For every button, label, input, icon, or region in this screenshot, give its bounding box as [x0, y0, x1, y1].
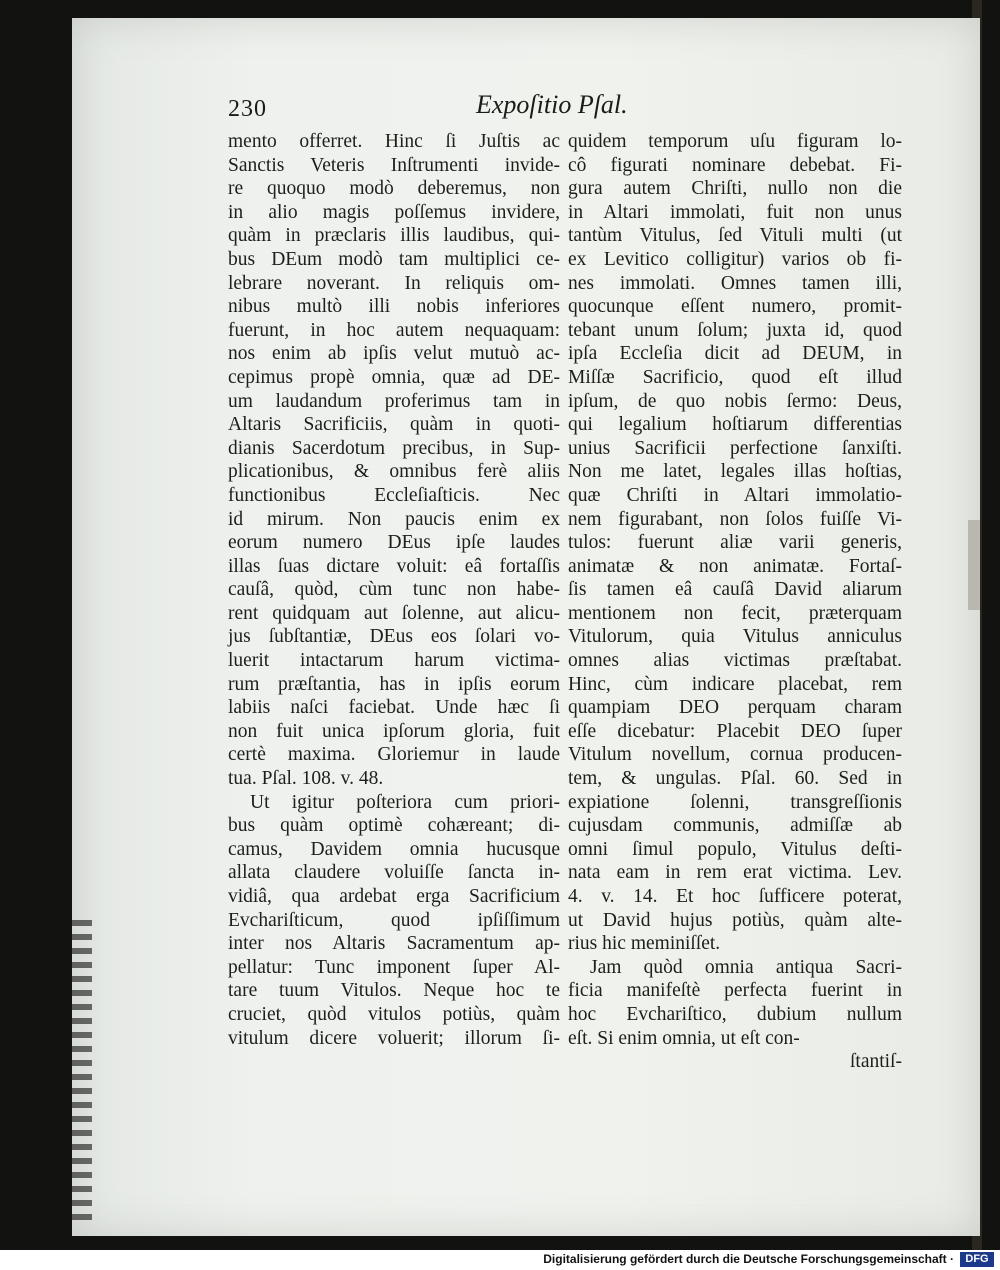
dfg-logo: DFG	[960, 1252, 994, 1267]
text-line: Hinc, cùm indicare placebat, rem	[568, 673, 902, 695]
text-line: unius Sacrificii perfectione ſanxiſti.	[568, 437, 902, 459]
text-line: ex Levitico colligitur) varios ob fi-	[568, 248, 902, 270]
text-line: rent quidquam aut ſolenne, aut alicu-	[228, 602, 560, 624]
text-column-left	[228, 130, 560, 1050]
text-line: mento offerret. Hinc ſi Juſtis ac	[228, 131, 560, 152]
text-line: luerit intactarum harum victima-	[228, 650, 560, 672]
text-line: nata eam in rem erat victima. Lev.	[568, 862, 902, 884]
text-line: dianis Sacerdotum precibus, in Sup-	[228, 437, 560, 459]
text-line: re quoquo modò deberemus, non	[228, 178, 560, 200]
text-line: ficia manifeſtè perfecta fuerint in	[568, 980, 902, 1002]
text-line: ſis tamen eâ cauſâ David aliarum	[568, 579, 902, 601]
text-line: quampiam DEO perquam charam	[568, 697, 902, 719]
text-line: certè maxima. Gloriemur in laude	[228, 744, 560, 766]
text-line: labiis naſci faciebat. Unde hæc ſi	[228, 697, 560, 719]
text-line: cauſâ, quòd, cùm tunc non habe-	[228, 579, 560, 601]
text-line: bus quàm optimè cohæreant; di-	[228, 815, 560, 837]
text-line: gura autem Chriſti, nullo non die	[568, 178, 902, 200]
text-line: omnes alias victimas præſtabat.	[568, 650, 902, 672]
text-line: in Altari immolati, fuit non unus	[568, 201, 902, 223]
text-line: id mirum. Non paucis enim ex	[228, 508, 560, 530]
text-line: Non me latet, legales illas hoſtias,	[568, 461, 902, 483]
text-line: functionibus Eccleſiaſticis. Nec	[228, 484, 560, 506]
text-line: Vitulorum, quia Vitulus anniculus	[568, 626, 902, 648]
funding-notice: Digitalisierung gefördert durch die Deutsche Forschungsgemeinschaft ·	[543, 1252, 954, 1266]
text-line: Ut igitur poſteriora cum priori-	[250, 791, 560, 813]
text-line: bus DEum modò tam multiplici ce-	[228, 248, 560, 270]
text-line: cô figurati nominare debebat. Fi-	[568, 154, 902, 176]
text-line: hoc Evchariſtico, dubium nullum	[568, 1003, 902, 1025]
text-line: rum præſtantia, has in ipſis eorum	[228, 673, 560, 695]
text-column-right	[568, 130, 902, 1074]
text-line: Jam quòd omnia antiqua Sacri-	[590, 956, 902, 978]
text-line: quocunque eſſent numero, promit-	[568, 296, 902, 318]
text-line: vidiâ, qua ardebat erga Sacrificium	[228, 886, 560, 907]
text-line: cruciet, quòd vitulos potiùs, quàm	[228, 1003, 560, 1025]
text-line: vitulum dicere voluerit; illorum ſi-	[228, 1027, 560, 1049]
text-line: animatæ & non animatæ. Fortaſ-	[568, 555, 902, 577]
text-line: quidem temporum uſu figuram lo-	[568, 131, 902, 152]
text-line: lebrare noverant. In reliquis om-	[228, 272, 560, 294]
text-line: ipſa Eccleſia dicit ad DEUM, in	[568, 343, 902, 365]
text-line: tantùm Vitulus, ſed Vituli multi (ut	[568, 225, 902, 247]
running-title: Expoſitio Pſal.	[476, 90, 628, 119]
text-line: qui legalium hoſtiarum differentias	[568, 414, 902, 436]
text-line: in alio magis poſſemus invidere,	[228, 201, 560, 223]
text-line: non fuit unica ipſorum gloria, fuit	[228, 720, 560, 742]
text-line: mentionem non fecit, præterquam	[568, 602, 902, 624]
page-torn-edge	[72, 920, 92, 1220]
text-line: allata claudere voluiſſe ſancta in-	[228, 862, 560, 884]
text-line: omni ſimul populo, Vitulus deſti-	[568, 838, 902, 860]
text-line: ut David hujus potiùs, quàm alte-	[568, 909, 902, 931]
footer-bar	[0, 1250, 1000, 1270]
text-line: quæ Chriſti in Altari immolatio-	[568, 484, 902, 506]
text-line: eſſe dicebatur: Placebit DEO ſuper	[568, 720, 902, 742]
text-line: plicationibus, & omnibus ferè aliis	[228, 461, 560, 483]
page-number: 230	[228, 96, 267, 122]
text-line: cepimus propè omnia, quæ ad DE-	[228, 366, 560, 388]
text-line: 4. v. 14. Et hoc ſufficere poterat,	[568, 886, 902, 907]
text-line: pellatur: Tunc imponent ſuper Al-	[228, 956, 560, 978]
text-line: inter nos Altaris Sacramentum ap-	[228, 933, 560, 955]
text-line: ſtantiſ-	[850, 1051, 902, 1073]
text-line: ipſum, de quo nobis ſermo: Deus,	[568, 390, 902, 412]
text-line: tebant unum ſolum; juxta id, quod	[568, 319, 902, 341]
text-line: rius hic meminiſſet.	[568, 933, 721, 955]
text-line: eſt. Si enim omnia, ut eſt con-	[568, 1027, 800, 1049]
text-line: Vitulum novellum, cornua producen-	[568, 744, 902, 766]
text-line: camus, Davidem omnia hucusque	[228, 838, 560, 860]
text-line: Evchariſticum, quod ipſiſſimum	[228, 909, 560, 931]
text-line: Sanctis Veteris Inſtrumenti invide-	[228, 154, 560, 176]
text-line: nem figurabant, non ſolos fuiſſe Vi-	[568, 508, 902, 530]
text-line: cujusdam communis, admiſſæ ab	[568, 815, 902, 837]
text-line: Miſſæ Sacrificio, quod eſt illud	[568, 366, 902, 388]
text-line: tem, & ungulas. Pſal. 60. Sed in	[568, 768, 902, 790]
text-line: quàm in præclaris illis laudibus, qui-	[228, 225, 560, 247]
text-line: tua. Pſal. 108. v. 48.	[228, 768, 384, 790]
text-line: um laudandum proferimus tam in	[228, 390, 560, 412]
page-header	[228, 90, 928, 130]
text-line: fuerunt, in hoc autem nequaquam:	[228, 319, 560, 341]
text-line: eorum numero DEus ipſe laudes	[228, 532, 560, 554]
text-line: nes immolati. Omnes tamen illi,	[568, 272, 902, 294]
text-line: tare tuum Vitulos. Neque hoc te	[228, 980, 560, 1002]
text-line: Altaris Sacrificiis, quàm in quoti-	[228, 414, 560, 436]
text-line: jus ſubſtantiæ, DEus eos ſolari vo-	[228, 626, 560, 648]
text-line: illas ſuas dictare voluit: eâ fortaſſis	[228, 555, 560, 577]
text-line: nos enim ab ipſis velut mutuò ac-	[228, 343, 560, 365]
text-line: tulos: fuerunt aliæ varii generis,	[568, 532, 902, 554]
margin-strip	[968, 520, 980, 610]
text-line: expiatione ſolenni, transgreſſionis	[568, 791, 902, 813]
text-line: nibus multò illi nobis inferiores	[228, 296, 560, 318]
